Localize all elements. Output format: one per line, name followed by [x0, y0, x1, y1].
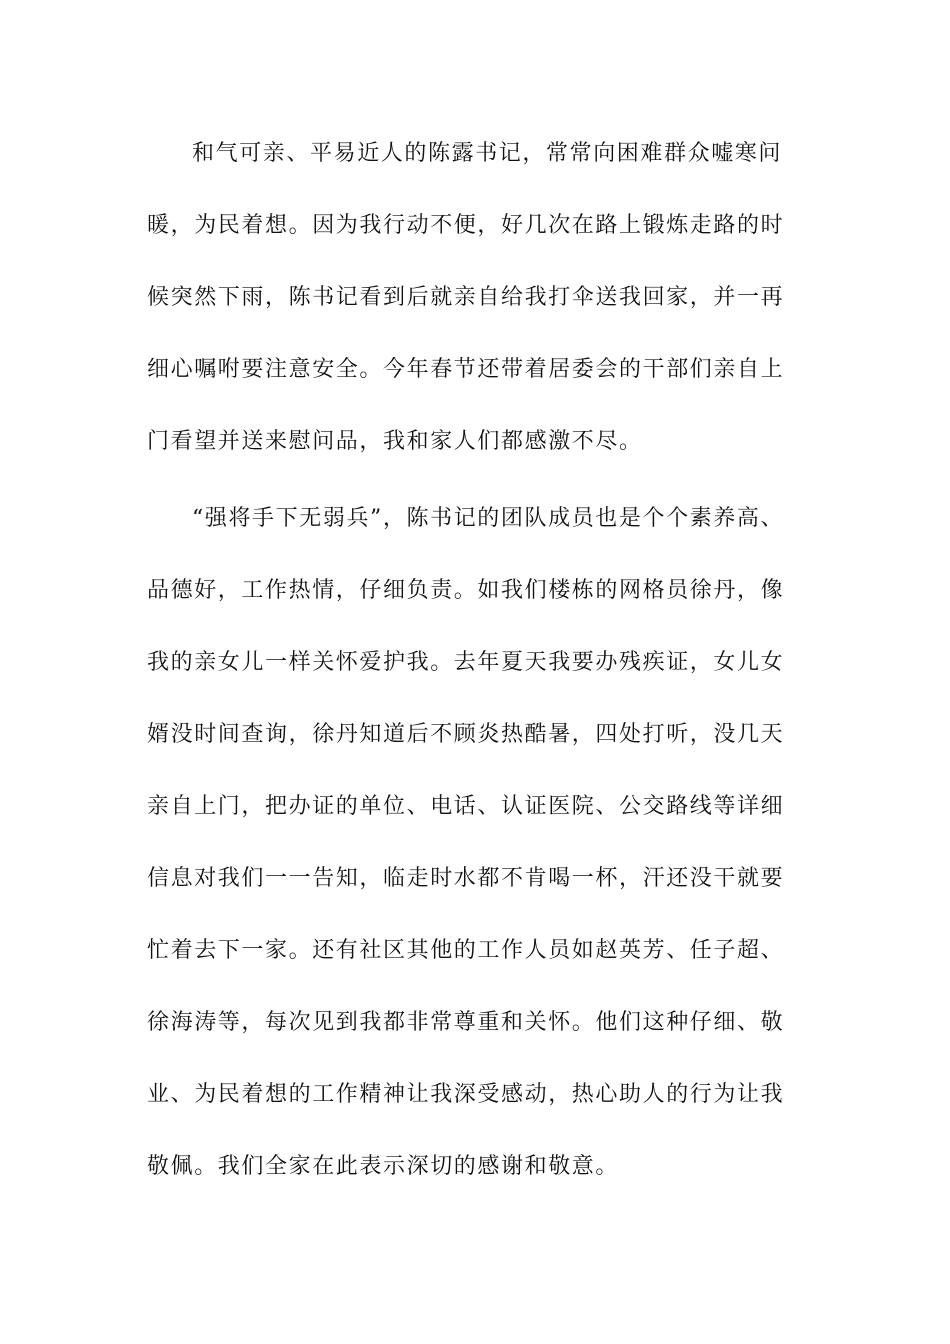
paragraph-2-line-10: 敬佩。我们全家在此表示深切的感谢和敬意。: [147, 1154, 620, 1179]
paragraph-2-line-8: 徐海涛等，每次见到我都非常尊重和关怀。他们这种仔细、敬: [147, 1010, 785, 1035]
paragraph-2-line-4: 婿没时间查询，徐丹知道后不顾炎热酷暑，四处打听，没几天: [147, 722, 785, 747]
paragraph-1-line-3: 候突然下雨，陈书记看到后就亲自给我打伞送我回家，并一再: [147, 285, 785, 310]
paragraph-1-line-4: 细心嘱咐要注意安全。今年春节还带着居委会的干部们亲自上: [147, 357, 785, 382]
paragraph-2-line-7: 忙着去下一家。还有社区其他的工作人员如赵英芳、任子超、: [147, 938, 785, 963]
paragraph-2-line-9: 业、为民着想的工作精神让我深受感动，热心助人的行为让我: [147, 1082, 785, 1107]
paragraph-2-line-2: 品德好，工作热情，仔细负责。如我们楼栋的网格员徐丹，像: [147, 578, 785, 603]
paragraph-1-line-5: 门看望并送来慰问品，我和家人们都感激不尽。: [147, 429, 643, 454]
paragraph-1-line-2: 暖，为民着想。因为我行动不便，好几次在路上锻炼走路的时: [147, 213, 785, 238]
paragraph-1-line-1: 和气可亲、平易近人的陈露书记，常常向困难群众嘘寒问: [192, 141, 783, 166]
paragraph-2-line-1: “强将手下无弱兵”，陈书记的团队成员也是个个素养高、: [192, 506, 785, 531]
paragraph-2-line-6: 信息对我们一一告知，临走时水都不肯喝一杯，汗还没干就要: [147, 866, 785, 891]
paragraph-2-line-3: 我的亲女儿一样关怀爱护我。去年夏天我要办残疾证，女儿女: [147, 650, 785, 675]
paragraph-2-line-5: 亲自上门，把办证的单位、电话、认证医院、公交路线等详细: [147, 794, 785, 819]
